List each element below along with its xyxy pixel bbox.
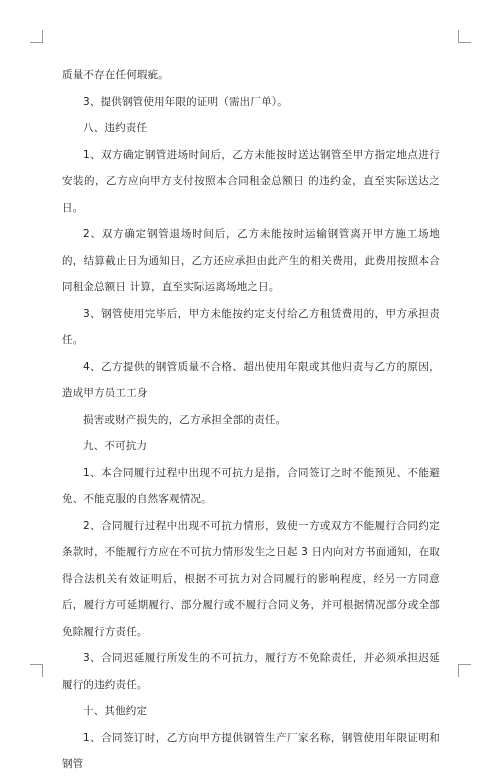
paragraph: 3、提供钢管使用年限的证明（需出厂单）。 [83, 95, 288, 108]
crop-mark-top-right [458, 30, 471, 43]
crop-mark-bottom-left [30, 664, 43, 677]
crop-mark-bottom-right [458, 664, 471, 677]
paragraph: 质量不存在任何瑕疵。 [62, 69, 169, 81]
section-heading: 八、违约责任 [83, 122, 148, 134]
paragraph: 1、合同签订时，乙方向甲方提供钢管生产厂家名称，钢管使用年限证明和钢管 [62, 731, 440, 770]
section-heading: 九、不可抗力 [83, 440, 148, 452]
document-body [62, 62, 440, 778]
paragraph: 损害或财产损失的，乙方承担全部的责任。 [83, 413, 287, 426]
paragraph: 1、本合同履行过程中出现不可抗力是指，合同签订之时不能预见、不能避免、不能克服的自然客观情况。 [62, 466, 440, 505]
paragraph: 2、合同履行过程中出现不可抗力情形，致使一方或双方不能履行合同约定条款时，不能履行方应在不可抗力情形发生之日起 3 日内向对方书面通知，在取得合法机关有效证明后，根据不可抗力对合同履行的影响程度，经另一方同意后，履行方可延期履行、部分履行或不履行合同义务，并可根据情况部分或全部免除履行方责任。 [62, 519, 440, 638]
paragraph: 2、双方确定钢管退场时间后，乙方未能按时运输钢管离开甲方施工场地的，结算截止日为通知日，乙方还应承担由此产生的相关费用，此费用按照本合同租金总额日 计算，直至实际运离场地之日。 [62, 228, 440, 293]
paragraph: 1、双方确定钢管进场时间后，乙方未能按时送达钢管至甲方指定地点进行安装的，乙方应向甲方支付按照本合同租金总额日 的违约金，直至实际送达之日。 [62, 148, 440, 214]
paragraph: 3、钢管使用完毕后，甲方未能按约定支付给乙方租赁费用的，甲方承担责任。 [62, 307, 440, 346]
paragraph: 3、合同迟延履行所发生的不可抗力，履行方不免除责任，并必须承担迟延履行的违约责任。 [62, 652, 440, 691]
crop-mark-top-left [30, 30, 43, 43]
paragraph: 4、乙方提供的钢管质量不合格、超出使用年限或其他归责与乙方的原因，造成甲方员工工身 [62, 360, 440, 399]
section-heading: 十、其他约定 [83, 705, 148, 717]
